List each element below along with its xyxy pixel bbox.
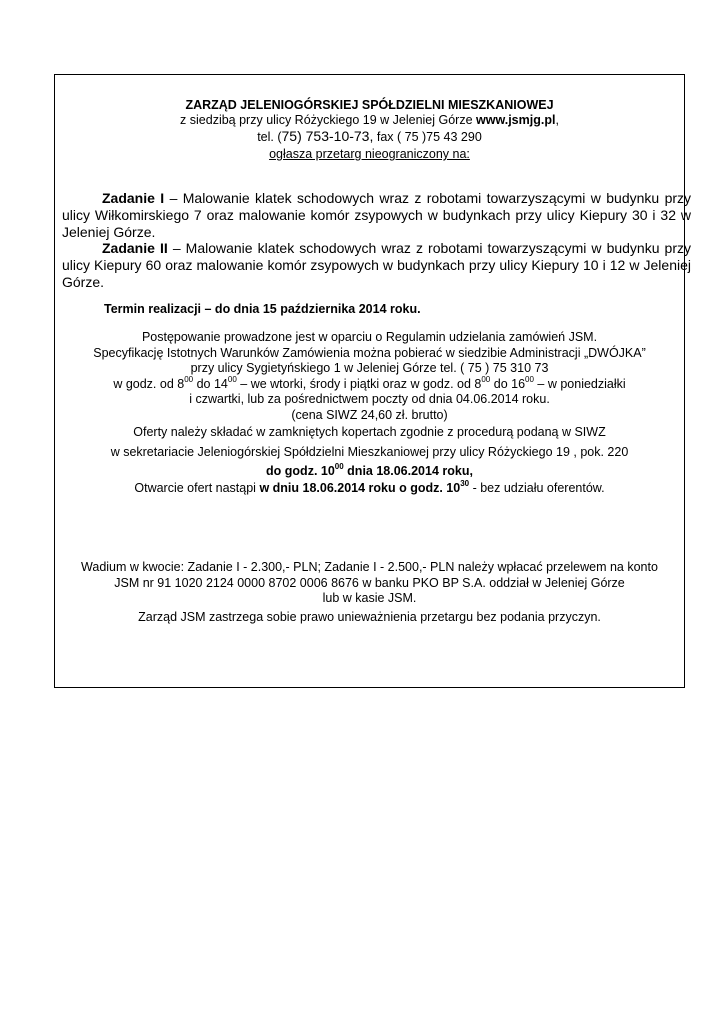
procedure-line-1: Postępowanie prowadzone jest w oparciu o Regulamin udzielania zamówień JSM. — [141, 330, 598, 344]
header-announcement: ogłasza przetarg nieograniczony na: — [269, 147, 470, 161]
task-2 — [62, 240, 691, 291]
procedure-hours: w godz. od $8^{00}$ do $14^{00}$ – we wtorki, środy i piątki oraz w godz. od $8^{00}$ do $16^{00}$ – w poniedziałki — [113, 374, 626, 391]
deposit-line-2: JSM nr 91 1020 2124 0000 8702 0006 8676 w banku PKO BP S.A. oddział w Jeleniej Górze — [114, 575, 625, 590]
procedure-line-2: Specyfikację Istotnych Warunków Zamówienia można pobierać w siedzibie Administracji „DWÓJKA” — [93, 345, 646, 360]
deposit-line-1: Wadium w kwocie: Zadanie I - 2.300,- PLN; Zadanie I - 2.500,- PLN należy wpłacać przelewem na konto — [81, 560, 658, 574]
announcement-frame — [54, 74, 692, 688]
deadline: Termin realizacji – do dnia 15 października 2014 roku. — [104, 302, 421, 316]
task-2-label: Zadanie II — [102, 240, 168, 256]
header-address-line: z siedzibą przy ulicy Różyckiego 19 w Jeleniej Górze www.jsmjg.pl, — [180, 113, 559, 127]
offers-line-1: Oferty należy składać w zamkniętych kopertach zgodnie z procedurą podaną w SIWZ — [133, 425, 606, 439]
header-tel-number: ) 753-10-73, — [297, 128, 374, 144]
header-website: www.jsmjg.pl — [476, 113, 556, 127]
offers-block — [55, 425, 684, 496]
offers-line-2: w sekretariacie Jeleniogórskiej Spółdzielni Mieszkaniowej przy ulicy Różyckiego 19 , pok. 220 — [110, 444, 629, 459]
deposit-block — [55, 560, 684, 625]
procedure-price: (cena SIWZ 24,60 zł. brutto) — [291, 407, 448, 422]
header-tel-area: 75 — [281, 128, 298, 144]
task-1 — [62, 190, 691, 241]
offers-opening: Otwarcie ofert nastąpi w dniu 18.06.2014 roku o godz. $10^{30}$ - bez udziału oferentów. — [134, 478, 605, 495]
deposit-line-3: lub w kasie JSM. — [322, 591, 417, 605]
header-tel-prefix: tel. ( — [257, 130, 282, 144]
task-1-text: – Malowanie klatek schodowych wraz z robotami towarzyszącymi w budynku przy ulicy Wiłkomirskiego 7 oraz malowanie komór zsypowych w budynkach przy ulicy Kiepury 30 i 32 w Jeleniej Górze. — [62, 190, 692, 240]
header-title: ZARZĄD JELENIOGÓRSKIEJ SPÓŁDZIELNI MIESZKANIOWEJ — [185, 98, 554, 112]
task-2-text: – Malowanie klatek schodowych wraz z robotami towarzyszącymi w budynku przy ulicy Kiepury 60 oraz malowanie komór zsypowych w budynkach przy ulicy Kiepury 10 i 12 w Jeleniej Górze. — [62, 240, 692, 290]
header-contact-line — [55, 129, 684, 145]
procedure-line-3: przy ulicy Sygietyńskiego 1 w Jeleniej Górze tel. ( 75 ) 75 310 73 — [190, 361, 549, 375]
procedure-line-5: i czwartki, lub za pośrednictwem poczty od dnia 04.06.2014 roku. — [189, 392, 550, 406]
procedure-block — [55, 330, 684, 423]
header-address: z siedzibą przy ulicy Różyckiego 19 w Jeleniej Górze — [180, 113, 473, 127]
reservation-note: Zarząd JSM zastrzega sobie prawo unieważnienia przetargu bez podania przyczyn. — [138, 609, 601, 624]
task-1-label: Zadanie I — [102, 190, 165, 206]
offers-due: do godz. $10^{00}$ dnia 18.06.2014 roku, — [266, 462, 473, 478]
header-fax: fax ( 75 )75 43 290 — [376, 130, 482, 144]
